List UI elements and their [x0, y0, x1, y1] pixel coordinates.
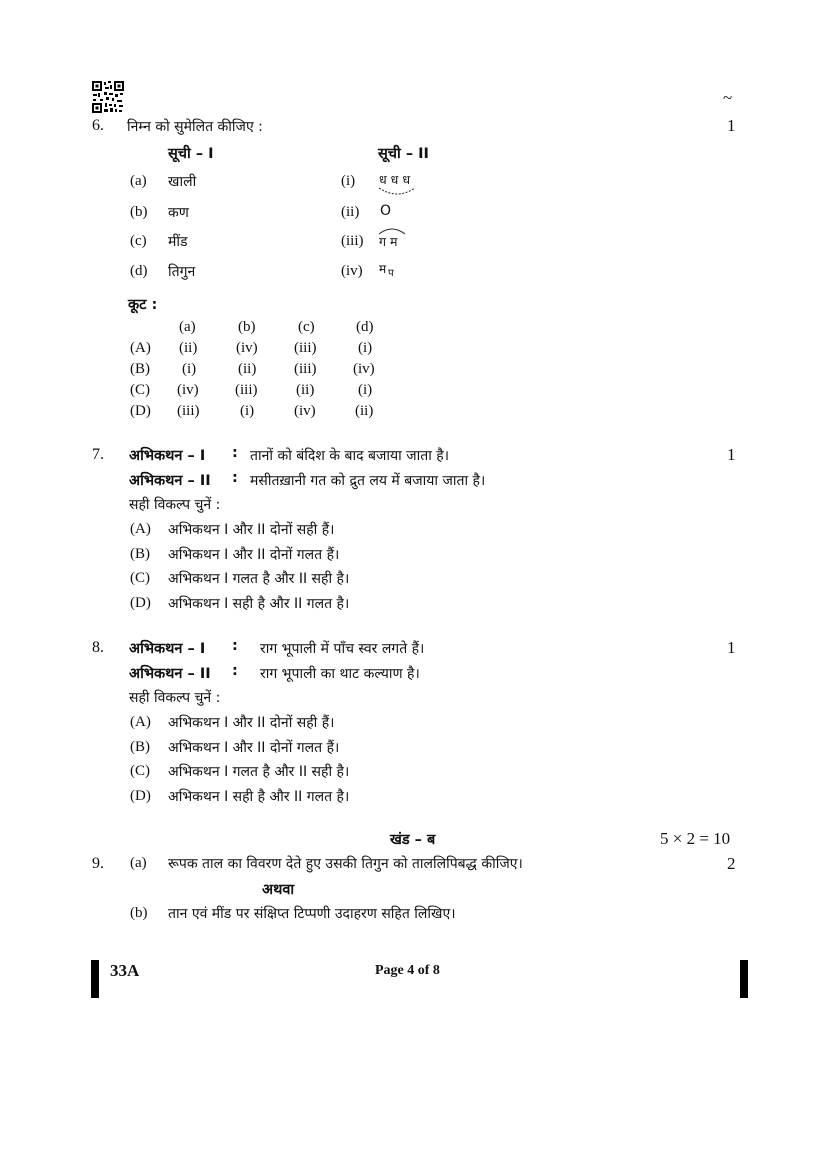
option-label: (A)	[130, 521, 151, 537]
list1-label: (b)	[130, 204, 148, 220]
code-cell: (ii)	[296, 382, 315, 398]
q7-assertion1-label: अभिकथन – I	[129, 448, 206, 464]
q7-assertion2-label: अभिकथन – II	[129, 473, 211, 489]
list1-label: (d)	[130, 263, 148, 279]
kan-swar-main: म	[379, 262, 387, 276]
code-cell: (i)	[358, 340, 373, 356]
code-cell: (iv)	[294, 403, 316, 419]
q9-or: अथवा	[262, 882, 295, 898]
q9-part-b-text: तान एवं मींड पर संक्षिप्त टिप्पणी उदाहरण सहित लिखिए।	[168, 906, 456, 922]
list1-item: खाली	[168, 174, 197, 190]
footer-page-number: Page 4 of 8	[375, 963, 440, 978]
list2-item: ध ध ध	[379, 172, 411, 187]
code-cell: (ii)	[355, 403, 374, 419]
option-label: (D)	[130, 595, 151, 611]
q8-assertion2-label: अभिकथन – II	[129, 666, 211, 682]
q6-marks: 1	[727, 116, 736, 135]
code-cell: (iv)	[353, 361, 375, 377]
q8-number: 8.	[92, 639, 104, 656]
option-text: अभिकथन I और II दोनों गलत हैं।	[168, 740, 340, 756]
q9-part-b-label: (b)	[130, 905, 148, 921]
option-label: (D)	[130, 788, 151, 804]
option-text: अभिकथन I गलत है और II सही है।	[168, 571, 350, 587]
list2-item: O	[380, 203, 392, 219]
option-label: (B)	[130, 739, 150, 755]
code-row-label: (B)	[130, 361, 150, 377]
option-text: अभिकथन I और II दोनों गलत हैं।	[168, 547, 340, 563]
code-header: (a)	[179, 319, 196, 335]
list1-item: कण	[168, 205, 189, 221]
kan-swar-sub: प	[388, 268, 394, 279]
q6-text: निम्न को सुमेलित कीजिए :	[127, 119, 263, 135]
list2-label: (ii)	[341, 204, 360, 220]
code-cell: (ii)	[238, 361, 257, 377]
q8-marks: 1	[727, 638, 736, 657]
option-label: (C)	[130, 763, 150, 779]
option-text: अभिकथन I सही है और II गलत है।	[168, 596, 350, 612]
code-row-label: (D)	[130, 403, 151, 419]
code-cell: (iv)	[236, 340, 258, 356]
q7-number: 7.	[92, 446, 104, 463]
q8-assertion2-colon: :	[232, 663, 238, 679]
q7-assertion2-colon: :	[232, 470, 238, 486]
meend-arc-mark	[377, 186, 417, 196]
list1-item: मींड	[168, 234, 188, 250]
list2-label: (iv)	[341, 263, 363, 279]
code-header: (b)	[238, 319, 256, 335]
list2-label: (i)	[341, 173, 356, 189]
code-cell: (iii)	[294, 340, 317, 356]
q6-number: 6.	[92, 117, 104, 134]
code-cell: (i)	[358, 382, 373, 398]
footer-code: 33A	[110, 961, 140, 980]
list1-title: सूची – I	[168, 146, 214, 162]
q8-assertion1-text: राग भूपाली में पाँच स्वर लगते हैं।	[260, 641, 425, 657]
q7-marks: 1	[727, 445, 736, 464]
code-cell: (iii)	[235, 382, 258, 398]
list1-item: तिगुन	[168, 264, 196, 280]
q7-assertion1-colon: :	[232, 445, 238, 461]
footer-right-bar	[740, 960, 748, 998]
footer-left-bar	[91, 960, 99, 998]
list1-label: (c)	[130, 233, 147, 249]
option-label: (C)	[130, 570, 150, 586]
code-header: (c)	[298, 319, 315, 335]
code-cell: (iii)	[177, 403, 200, 419]
q9-part-a-label: (a)	[130, 855, 147, 871]
list2-label: (iii)	[341, 233, 364, 249]
code-header: (d)	[356, 319, 374, 335]
code-cell: (i)	[240, 403, 255, 419]
q9-part-a-text: रूपक ताल का विवरण देते हुए उसकी तिगुन को ताललिपिबद्ध कीजिए।	[168, 856, 523, 872]
q8-assertion1-label: अभिकथन – I	[129, 641, 206, 657]
section-title: खंड – ब	[390, 832, 436, 848]
section-marks: 5 × 2 = 10	[660, 829, 731, 848]
option-text: अभिकथन I गलत है और II सही है।	[168, 764, 350, 780]
option-label: (B)	[130, 546, 150, 562]
code-cell: (ii)	[179, 340, 198, 356]
q7-choose: सही विकल्प चुनें :	[129, 497, 221, 513]
list1-label: (a)	[130, 173, 147, 189]
q7-assertion2-text: मसीतख़ानी गत को द्रुत लय में बजाया जाता है।	[250, 473, 486, 489]
header-tilde: ~	[723, 88, 733, 107]
option-label: (A)	[130, 714, 151, 730]
q8-assertion1-colon: :	[232, 638, 238, 654]
code-cell: (iv)	[177, 382, 199, 398]
code-row-label: (A)	[130, 340, 151, 356]
option-text: अभिकथन I और II दोनों सही हैं।	[168, 522, 335, 538]
option-text: अभिकथन I और II दोनों सही हैं।	[168, 715, 335, 731]
list2-item: ग म	[379, 234, 398, 249]
option-text: अभिकथन I सही है और II गलत है।	[168, 789, 350, 805]
q8-assertion2-text: राग भूपाली का थाट कल्याण है।	[260, 666, 420, 682]
list2-title: सूची – II	[378, 146, 429, 162]
q9-number: 9.	[92, 855, 104, 872]
code-title: कूट :	[128, 297, 158, 313]
code-row-label: (C)	[130, 382, 150, 398]
code-cell: (iii)	[294, 361, 317, 377]
q9-marks: 2	[727, 854, 736, 873]
q7-assertion1-text: तानों को बंदिश के बाद बजाया जाता है।	[250, 448, 450, 464]
q8-choose: सही विकल्प चुनें :	[129, 690, 221, 706]
qr-code	[91, 80, 125, 114]
code-cell: (i)	[182, 361, 197, 377]
